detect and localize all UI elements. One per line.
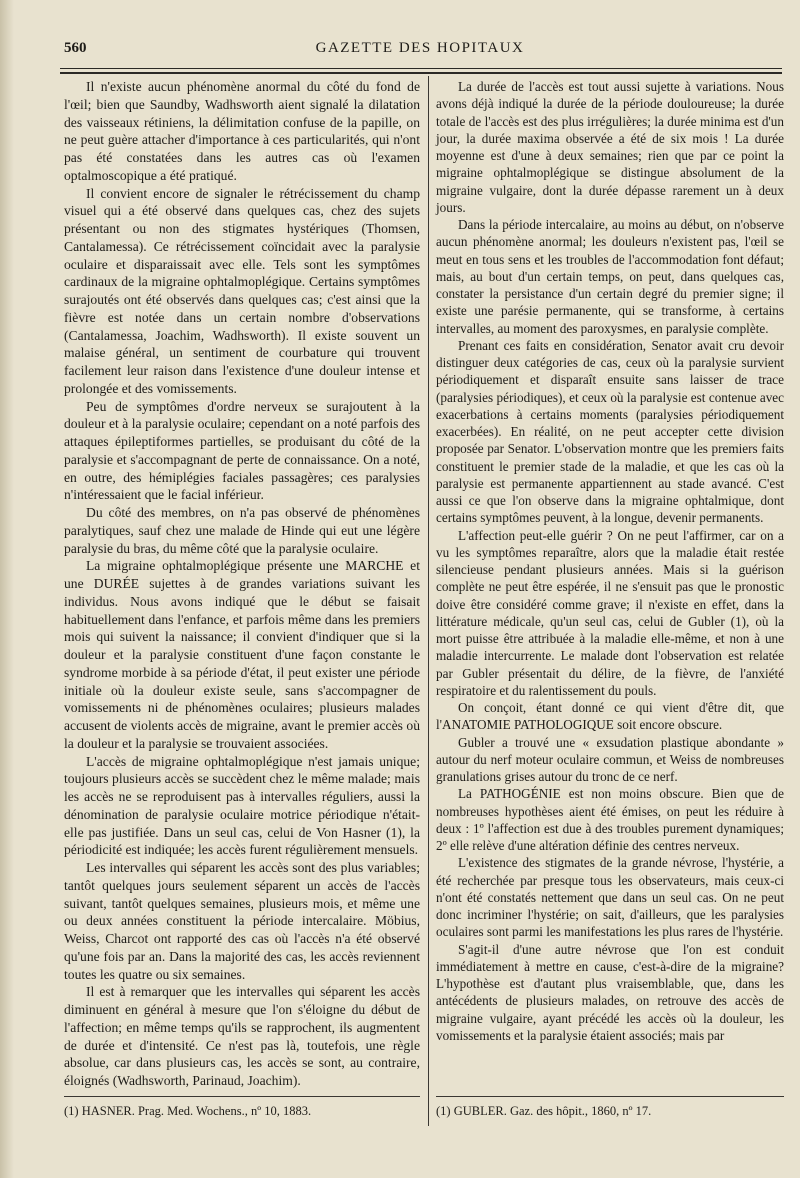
page-header [60,40,780,64]
left-column [64,78,420,1090]
paragraph: Les intervalles qui séparent les accès sont des plus variables; tantôt quelques jours seulement séparent un accès de l'accès suivant, tantôt quelques semaines, plusieurs mois, et même une ou deux années constituent la période intercalaire. Möbius, Weiss, Charcot ont rapporté des cas où l'accès n'a été observé qu'une fois par an. Dans la majorité des cas, les accès reviennent toutes les quatre ou six semaines. [64,860,420,982]
paragraph: Du côté des membres, on n'a pas observé de phénomènes paralytiques, sauf chez une malade de Hinde qui eut une légère paralysie du bras, du même côté que la paralysie oculaire. [64,505,420,556]
paragraph: La durée de l'accès est tout aussi sujette à variations. Nous avons déjà indiqué la durée de la période douloureuse; la durée totale de l'accès est des plus irrégulières; la durée minima est d'un jour, la durée maxima observée a été de six mois ! La durée moyenne est d'une à deux semaines; rien que par ce point la migraine ophtalmoplégique se distingue absolument de la migraine vulgaire, dont la durée dépasse rarement un à deux jours. [436,79,784,215]
paragraph: S'agit-il d'une autre névrose que l'on est conduit immédiatement à mettre en cause, c'est-à-dire de la migraine? L'hypothèse est d'autant plus vraisemblable, que, dans les antécédents de plusieurs malades, on retrouve des accès de migraine vulgaire, ayant précédé les accès où la douleur, les vomissements et la paralysie étaient associés; mais par [436,941,784,1043]
paragraph: L'existence des stigmates de la grande névrose, l'hystérie, a été recherchée par presque tous les observateurs, mais ceux-ci n'ont été constatés nettement que dans un seul cas. On ne peut donc incriminer l'hystérie; on sait, d'ailleurs, que les paralysies oculaires sont parmi les manifestations les plus rares de l'hystérie. [436,855,784,940]
page-binding-edge [0,0,14,1178]
paragraph: On conçoit, étant donné ce qui vient d'être dit, que l'ANATOMIE PATHOLOGIQUE soit encore obscure. [436,700,784,733]
paragraph: Dans la période intercalaire, au moins au début, on n'observe aucun phénomène anormal; les douleurs n'existent pas, l'œil se meut en tous sens et les troubles de l'accommodation font défaut; mais, au bout d'un certain temps, on peut, dans quelques cas, constater la persistance d'un certain degré du premier signe; il existe une parésie permanente, qui se transforme, à certains intervalles, au moment des paroxysmes, en paralysie complète. [436,217,784,336]
paragraph: Gubler a trouvé une « exsudation plastique abondante » autour du nerf moteur oculaire commun, et Weiss de nombreuses granulations grises autour du tronc de ce nerf. [436,734,784,784]
paragraph: L'accès de migraine ophtalmoplégique n'est jamais unique; toujours plusieurs accès se succèdent chez le même malade; mais les accès ne se reproduisent pas à intervalles réguliers, aussi la dénomination de paralysie oculaire motrice périodique n'était-elle pas justifiée. Dans un seul cas, celui de Von Hasner (1), la périodicité est indiquée; les accès furent régulièrement mensuels. [64,753,420,858]
paragraph: Il n'existe aucun phénomène anormal du côté du fond de l'œil; bien que Saundby, Wadhsworth aient signalé la dilatation des vaisseaux rétiniens, la délimitation confuse de la papille, on ne peut guère attacher d'importance à ces particularités, qui n'ont pas été constatées dans les autres cas où l'examen optalmoscopique a été pratiqué. [64,79,420,183]
paragraph: L'affection peut-elle guérir ? On ne peut l'affirmer, car on a vu les symptômes reparaître, alors que la maladie était restée silencieuse pendant plusieurs années. Mais si la guérison complète ne peut être espérée, il ne s'ensuit pas que le pronostic doive être considéré comme grave; il n'existe en effet, dans la littérature médicale, qu'un seul cas, celui de Gubler (1), où la mort puisse être attribuée à la maladie elle-même, et non à une maladie intercurrente. Le malade dont l'observation est relatée par Gubler présentait du délire, de la fièvre, de l'anxiété respiratoire et du ralentissement du pouls. [436,527,784,698]
header-rule-top [60,68,782,69]
page-number: 560 [64,40,87,56]
paragraph: Il est à remarquer que les intervalles qui séparent les accès diminuent en général à mesure que l'on s'éloigne du début de l'affection; en même temps qu'ils se rapprochent, ils augmentent de durée et d'intensité. Ce n'est pas là, toutefois, une règle absolue, car dans plusieurs cas, les accès se sont, au contraire, éloignés (Wadhsworth, Parinaud, Joachim). [64,984,420,1088]
right-column [436,78,784,1044]
paragraph: Prenant ces faits en considération, Senator avait cru devoir distinguer deux catégories de cas, ceux où la paralysie survient périodiquement et disparaît ensuite sans laisser de trace (paralysies périodiques), et ceux où la paralysie est contenue avec exacerbations à certains moments (paralysies périodiquement exacerbées). En réalité, on ne peut accepter cette division proposée par Senator. L'observation montre que les premiers faits constituent le premier stade de la maladie, et que les cas où la paralysie est permanente appartiennent au stade avancé. C'est aussi ce que l'on observe dans la migraine ophtalmique, dont certains symptômes peuvent, à la longue, devenir permanents. [436,337,784,526]
paragraph: Il convient encore de signaler le rétrécissement du champ visuel qui a été observé dans quelques cas, chez des sujets présentant ou non des stigmates hystériques (Thomsen, Cantalamessa). Ce rétrécissement coïncidait avec la paralysie oculaire et disparaissait avec elle. Tels sont les symptômes cardinaux de la migraine ophtalmoplégique. Certains symptômes surajoutés ont été observés dans quelques cas; c'est ainsi que la fièvre est notée dans un certain nombre d'observations (Cantalamessa, Joachim, Wadhsworth). Il existe souvent un malaise général, un sentiment de courbature qui trouvent facilement leur raison dans l'existence d'une douleur intense et prolongée et des vomissements. [64,185,420,396]
column-divider [428,76,429,1126]
paragraph: La PATHOGÉNIE est non moins obscure. Bien que de nombreuses hypothèses aient été émises, on peut les réduire à deux : 1º l'affection est due à des troubles purement dynamiques; 2º elle relève d'une altération définie des centres nerveux. [436,786,784,853]
header-rule-bottom [60,72,782,74]
paragraph: La migraine ophtalmoplégique présente une MARCHE et une DURÉE sujettes à de grandes variations suivant les individus. Nous avons indiqué que le début se faisait habituellement dans l'enfance, et parfois même dans les premiers mois qui suivent la naissance; il convient d'indiquer que si la douleur et la paralysie constituent d'une façon constante le syndrome morbide à sa période d'état, il peut exister une période initiale où la douleur existe seule, sans s'accompagner de vomissements ni de phénomènes oculaires; plusieurs malades accusent de violents accès de migraine, avant le premier accès où la douleur et la paralysie se trouvaient associées. [64,558,420,751]
footnote-rule-right [436,1096,784,1097]
paragraph: Peu de symptômes d'ordre nerveux se surajoutent à la douleur et à la paralysie oculaire; cependant on a noté parfois des attaques épileptiformes partielles, se produisant du côté de la paralysie et s'accompagnant de perte de connaissance. On a noté, en outre, des hémiplégies faciales passagères; ces paralysies n'intéressaient que le facial inférieur. [64,398,420,503]
footnote-left: (1) HASNER. Prag. Med. Wochens., nº 10, 1883. [64,1104,312,1118]
footnote-rule-left [64,1096,420,1097]
journal-title: GAZETTE DES HOPITAUX [315,40,525,56]
footnote-right: (1) GUBLER. Gaz. des hôpit., 1860, nº 17. [436,1104,652,1118]
